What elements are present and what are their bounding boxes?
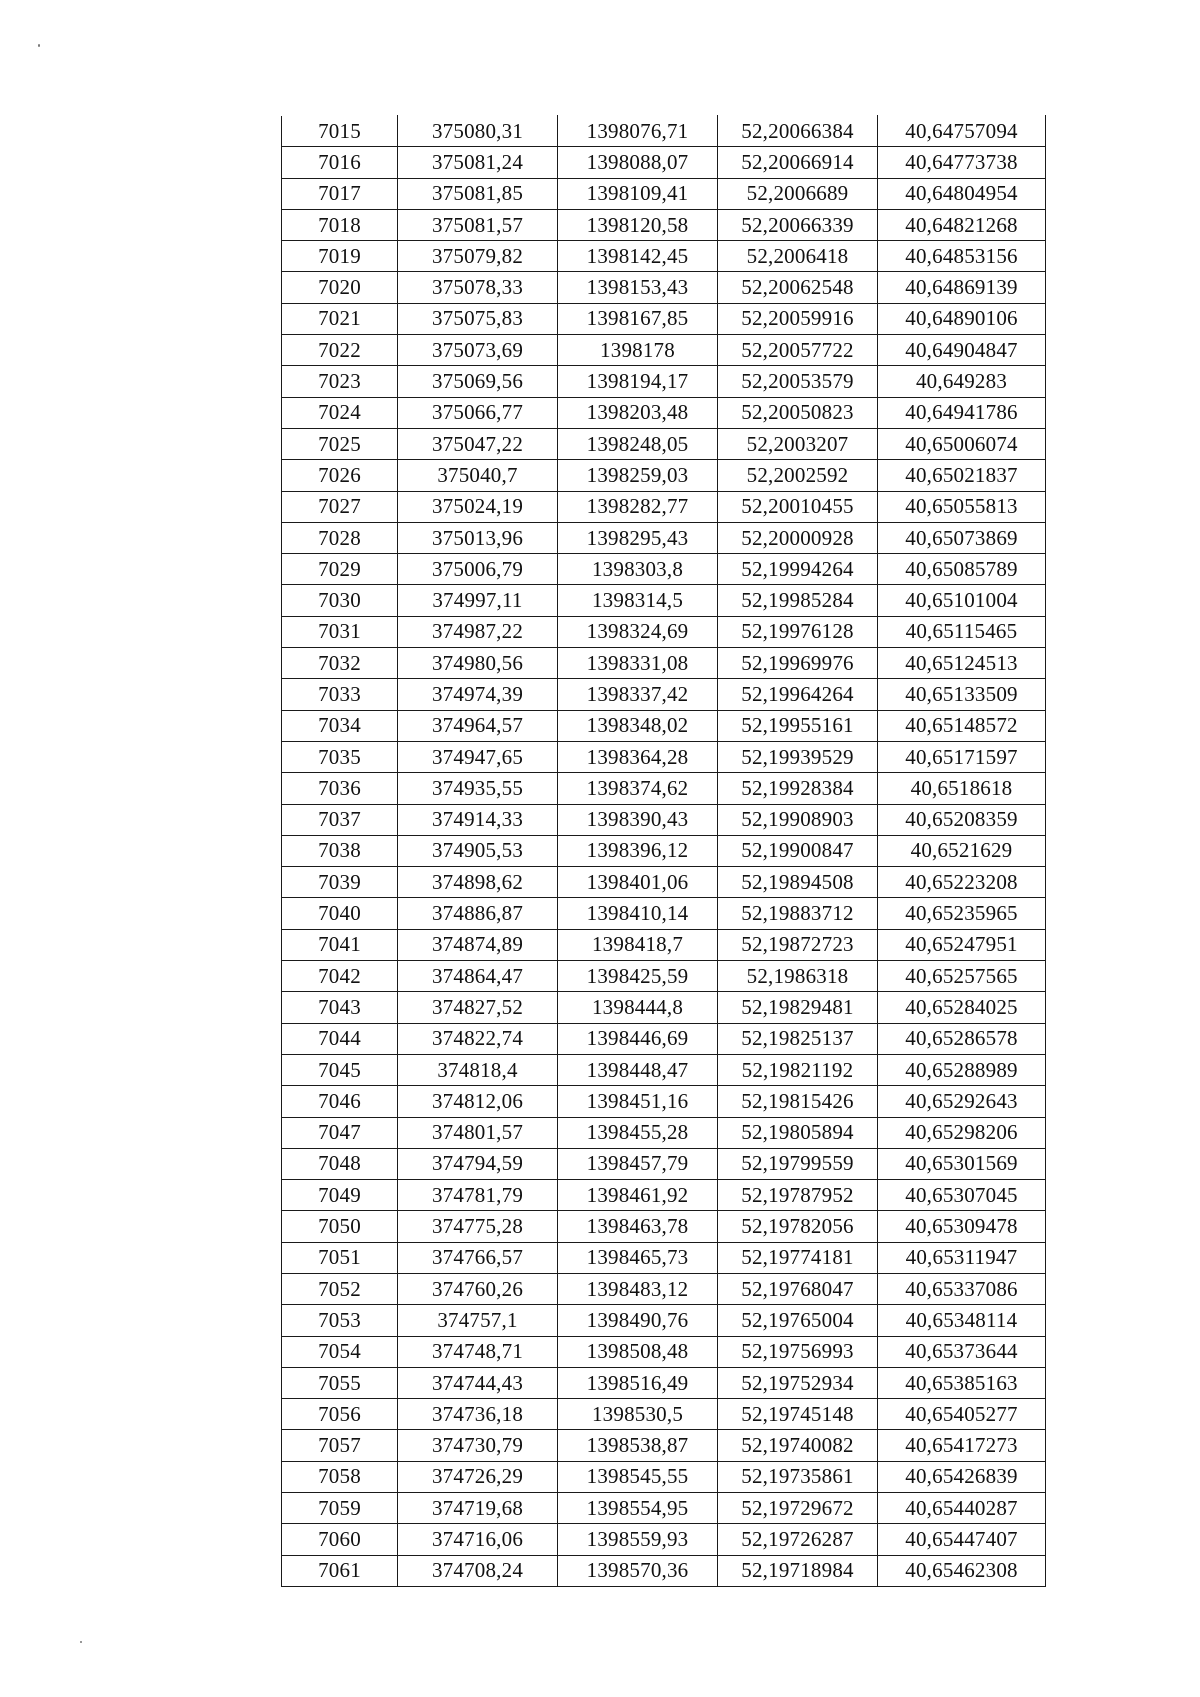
x-coordinate-cell: 374744,43 bbox=[398, 1367, 558, 1398]
longitude-cell: 40,65223208 bbox=[878, 867, 1046, 898]
point-number-cell: 7038 bbox=[282, 835, 398, 866]
latitude-cell: 52,19985284 bbox=[718, 585, 878, 616]
latitude-cell: 52,20066384 bbox=[718, 116, 878, 147]
latitude-cell: 52,19799559 bbox=[718, 1148, 878, 1179]
longitude-cell: 40,65373644 bbox=[878, 1336, 1046, 1367]
table-row bbox=[282, 1305, 1046, 1336]
longitude-cell: 40,65288989 bbox=[878, 1054, 1046, 1085]
longitude-cell: 40,64804954 bbox=[878, 178, 1046, 209]
y-coordinate-cell: 1398194,17 bbox=[558, 366, 718, 397]
point-number-cell: 7049 bbox=[282, 1180, 398, 1211]
point-number-cell: 7054 bbox=[282, 1336, 398, 1367]
point-number-cell: 7040 bbox=[282, 898, 398, 929]
point-number-cell: 7052 bbox=[282, 1273, 398, 1304]
point-number-cell: 7047 bbox=[282, 1117, 398, 1148]
x-coordinate-cell: 375024,19 bbox=[398, 491, 558, 522]
point-number-cell: 7032 bbox=[282, 648, 398, 679]
x-coordinate-cell: 375081,24 bbox=[398, 147, 558, 178]
x-coordinate-cell: 375040,7 bbox=[398, 460, 558, 491]
longitude-cell: 40,64821268 bbox=[878, 209, 1046, 240]
table-row bbox=[282, 554, 1046, 585]
table-row bbox=[282, 898, 1046, 929]
latitude-cell: 52,20062548 bbox=[718, 272, 878, 303]
longitude-cell: 40,65006074 bbox=[878, 428, 1046, 459]
x-coordinate-cell: 374730,79 bbox=[398, 1430, 558, 1461]
x-coordinate-cell: 374794,59 bbox=[398, 1148, 558, 1179]
point-number-cell: 7024 bbox=[282, 397, 398, 428]
table-row bbox=[282, 209, 1046, 240]
table-row bbox=[282, 773, 1046, 804]
y-coordinate-cell: 1398259,03 bbox=[558, 460, 718, 491]
x-coordinate-cell: 374914,33 bbox=[398, 804, 558, 835]
x-coordinate-cell: 375073,69 bbox=[398, 335, 558, 366]
coordinates-table bbox=[281, 115, 1046, 1587]
point-number-cell: 7030 bbox=[282, 585, 398, 616]
latitude-cell: 52,2006418 bbox=[718, 241, 878, 272]
point-number-cell: 7041 bbox=[282, 929, 398, 960]
y-coordinate-cell: 1398324,69 bbox=[558, 616, 718, 647]
latitude-cell: 52,20000928 bbox=[718, 522, 878, 553]
table-row bbox=[282, 147, 1046, 178]
longitude-cell: 40,65462308 bbox=[878, 1555, 1046, 1586]
y-coordinate-cell: 1398446,69 bbox=[558, 1023, 718, 1054]
x-coordinate-cell: 374886,87 bbox=[398, 898, 558, 929]
longitude-cell: 40,64757094 bbox=[878, 116, 1046, 147]
y-coordinate-cell: 1398303,8 bbox=[558, 554, 718, 585]
y-coordinate-cell: 1398401,06 bbox=[558, 867, 718, 898]
y-coordinate-cell: 1398418,7 bbox=[558, 929, 718, 960]
y-coordinate-cell: 1398538,87 bbox=[558, 1430, 718, 1461]
longitude-cell: 40,64853156 bbox=[878, 241, 1046, 272]
longitude-cell: 40,65307045 bbox=[878, 1180, 1046, 1211]
y-coordinate-cell: 1398348,02 bbox=[558, 710, 718, 741]
table-row bbox=[282, 741, 1046, 772]
longitude-cell: 40,65440287 bbox=[878, 1493, 1046, 1524]
y-coordinate-cell: 1398364,28 bbox=[558, 741, 718, 772]
point-number-cell: 7034 bbox=[282, 710, 398, 741]
point-number-cell: 7021 bbox=[282, 303, 398, 334]
y-coordinate-cell: 1398282,77 bbox=[558, 491, 718, 522]
longitude-cell: 40,65417273 bbox=[878, 1430, 1046, 1461]
longitude-cell: 40,65286578 bbox=[878, 1023, 1046, 1054]
longitude-cell: 40,65055813 bbox=[878, 491, 1046, 522]
latitude-cell: 52,19768047 bbox=[718, 1273, 878, 1304]
x-coordinate-cell: 374801,57 bbox=[398, 1117, 558, 1148]
x-coordinate-cell: 374775,28 bbox=[398, 1211, 558, 1242]
longitude-cell: 40,65385163 bbox=[878, 1367, 1046, 1398]
y-coordinate-cell: 1398076,71 bbox=[558, 116, 718, 147]
latitude-cell: 52,19782056 bbox=[718, 1211, 878, 1242]
longitude-cell: 40,65021837 bbox=[878, 460, 1046, 491]
y-coordinate-cell: 1398463,78 bbox=[558, 1211, 718, 1242]
longitude-cell: 40,64869139 bbox=[878, 272, 1046, 303]
latitude-cell: 52,2006689 bbox=[718, 178, 878, 209]
latitude-cell: 52,19908903 bbox=[718, 804, 878, 835]
x-coordinate-cell: 374726,29 bbox=[398, 1461, 558, 1492]
longitude-cell: 40,6521629 bbox=[878, 835, 1046, 866]
table-row bbox=[282, 648, 1046, 679]
x-coordinate-cell: 374874,89 bbox=[398, 929, 558, 960]
y-coordinate-cell: 1398396,12 bbox=[558, 835, 718, 866]
y-coordinate-cell: 1398374,62 bbox=[558, 773, 718, 804]
longitude-cell: 40,65301569 bbox=[878, 1148, 1046, 1179]
y-coordinate-cell: 1398203,48 bbox=[558, 397, 718, 428]
y-coordinate-cell: 1398295,43 bbox=[558, 522, 718, 553]
y-coordinate-cell: 1398120,58 bbox=[558, 209, 718, 240]
table-row bbox=[282, 178, 1046, 209]
longitude-cell: 40,65426839 bbox=[878, 1461, 1046, 1492]
point-number-cell: 7028 bbox=[282, 522, 398, 553]
table-row bbox=[282, 1399, 1046, 1430]
point-number-cell: 7017 bbox=[282, 178, 398, 209]
latitude-cell: 52,19740082 bbox=[718, 1430, 878, 1461]
latitude-cell: 52,19964264 bbox=[718, 679, 878, 710]
x-coordinate-cell: 374997,11 bbox=[398, 585, 558, 616]
y-coordinate-cell: 1398554,95 bbox=[558, 1493, 718, 1524]
x-coordinate-cell: 374736,18 bbox=[398, 1399, 558, 1430]
point-number-cell: 7057 bbox=[282, 1430, 398, 1461]
longitude-cell: 40,64904847 bbox=[878, 335, 1046, 366]
longitude-cell: 40,65148572 bbox=[878, 710, 1046, 741]
point-number-cell: 7025 bbox=[282, 428, 398, 459]
longitude-cell: 40,649283 bbox=[878, 366, 1046, 397]
table-row bbox=[282, 1242, 1046, 1273]
point-number-cell: 7053 bbox=[282, 1305, 398, 1336]
point-number-cell: 7031 bbox=[282, 616, 398, 647]
y-coordinate-cell: 1398516,49 bbox=[558, 1367, 718, 1398]
point-number-cell: 7036 bbox=[282, 773, 398, 804]
y-coordinate-cell: 1398314,5 bbox=[558, 585, 718, 616]
latitude-cell: 52,20050823 bbox=[718, 397, 878, 428]
longitude-cell: 40,64941786 bbox=[878, 397, 1046, 428]
table-row bbox=[282, 867, 1046, 898]
longitude-cell: 40,65208359 bbox=[878, 804, 1046, 835]
y-coordinate-cell: 1398153,43 bbox=[558, 272, 718, 303]
table-row bbox=[282, 272, 1046, 303]
point-number-cell: 7039 bbox=[282, 867, 398, 898]
point-number-cell: 7016 bbox=[282, 147, 398, 178]
longitude-cell: 40,65284025 bbox=[878, 992, 1046, 1023]
point-number-cell: 7046 bbox=[282, 1086, 398, 1117]
table-row bbox=[282, 1555, 1046, 1586]
latitude-cell: 52,19729672 bbox=[718, 1493, 878, 1524]
table-row bbox=[282, 116, 1046, 147]
table-row bbox=[282, 491, 1046, 522]
latitude-cell: 52,20066339 bbox=[718, 209, 878, 240]
table-row bbox=[282, 992, 1046, 1023]
point-number-cell: 7059 bbox=[282, 1493, 398, 1524]
longitude-cell: 40,65405277 bbox=[878, 1399, 1046, 1430]
x-coordinate-cell: 374964,57 bbox=[398, 710, 558, 741]
longitude-cell: 40,65348114 bbox=[878, 1305, 1046, 1336]
longitude-cell: 40,65447407 bbox=[878, 1524, 1046, 1555]
table-row bbox=[282, 679, 1046, 710]
point-number-cell: 7022 bbox=[282, 335, 398, 366]
x-coordinate-cell: 374974,39 bbox=[398, 679, 558, 710]
x-coordinate-cell: 374935,55 bbox=[398, 773, 558, 804]
longitude-cell: 40,65247951 bbox=[878, 929, 1046, 960]
y-coordinate-cell: 1398444,8 bbox=[558, 992, 718, 1023]
point-number-cell: 7023 bbox=[282, 366, 398, 397]
latitude-cell: 52,19976128 bbox=[718, 616, 878, 647]
latitude-cell: 52,19955161 bbox=[718, 710, 878, 741]
point-number-cell: 7020 bbox=[282, 272, 398, 303]
x-coordinate-cell: 374818,4 bbox=[398, 1054, 558, 1085]
latitude-cell: 52,19752934 bbox=[718, 1367, 878, 1398]
longitude-cell: 40,65257565 bbox=[878, 961, 1046, 992]
table-row bbox=[282, 335, 1046, 366]
longitude-cell: 40,65115465 bbox=[878, 616, 1046, 647]
x-coordinate-cell: 374822,74 bbox=[398, 1023, 558, 1054]
point-number-cell: 7026 bbox=[282, 460, 398, 491]
table-row bbox=[282, 1461, 1046, 1492]
y-coordinate-cell: 1398337,42 bbox=[558, 679, 718, 710]
x-coordinate-cell: 374748,71 bbox=[398, 1336, 558, 1367]
y-coordinate-cell: 1398178 bbox=[558, 335, 718, 366]
latitude-cell: 52,19900847 bbox=[718, 835, 878, 866]
point-number-cell: 7056 bbox=[282, 1399, 398, 1430]
table-row bbox=[282, 303, 1046, 334]
y-coordinate-cell: 1398451,16 bbox=[558, 1086, 718, 1117]
x-coordinate-cell: 375006,79 bbox=[398, 554, 558, 585]
longitude-cell: 40,65298206 bbox=[878, 1117, 1046, 1148]
point-number-cell: 7061 bbox=[282, 1555, 398, 1586]
latitude-cell: 52,19825137 bbox=[718, 1023, 878, 1054]
coordinates-table-body bbox=[282, 116, 1046, 1587]
point-number-cell: 7051 bbox=[282, 1242, 398, 1273]
x-coordinate-cell: 374757,1 bbox=[398, 1305, 558, 1336]
latitude-cell: 52,19774181 bbox=[718, 1242, 878, 1273]
y-coordinate-cell: 1398410,14 bbox=[558, 898, 718, 929]
point-number-cell: 7029 bbox=[282, 554, 398, 585]
point-number-cell: 7042 bbox=[282, 961, 398, 992]
x-coordinate-cell: 374716,06 bbox=[398, 1524, 558, 1555]
table-row bbox=[282, 1054, 1046, 1085]
x-coordinate-cell: 375080,31 bbox=[398, 116, 558, 147]
x-coordinate-cell: 374708,24 bbox=[398, 1555, 558, 1586]
table-row bbox=[282, 1367, 1046, 1398]
latitude-cell: 52,19726287 bbox=[718, 1524, 878, 1555]
x-coordinate-cell: 375081,85 bbox=[398, 178, 558, 209]
table-row bbox=[282, 804, 1046, 835]
y-coordinate-cell: 1398490,76 bbox=[558, 1305, 718, 1336]
x-coordinate-cell: 375066,77 bbox=[398, 397, 558, 428]
x-coordinate-cell: 374864,47 bbox=[398, 961, 558, 992]
point-number-cell: 7043 bbox=[282, 992, 398, 1023]
x-coordinate-cell: 374905,53 bbox=[398, 835, 558, 866]
x-coordinate-cell: 375069,56 bbox=[398, 366, 558, 397]
point-number-cell: 7058 bbox=[282, 1461, 398, 1492]
latitude-cell: 52,19735861 bbox=[718, 1461, 878, 1492]
point-number-cell: 7048 bbox=[282, 1148, 398, 1179]
x-coordinate-cell: 374760,26 bbox=[398, 1273, 558, 1304]
table-row bbox=[282, 1086, 1046, 1117]
longitude-cell: 40,65171597 bbox=[878, 741, 1046, 772]
table-row bbox=[282, 1493, 1046, 1524]
table-row bbox=[282, 1211, 1046, 1242]
y-coordinate-cell: 1398530,5 bbox=[558, 1399, 718, 1430]
longitude-cell: 40,65309478 bbox=[878, 1211, 1046, 1242]
latitude-cell: 52,19718984 bbox=[718, 1555, 878, 1586]
scan-speck bbox=[80, 1641, 82, 1643]
x-coordinate-cell: 374827,52 bbox=[398, 992, 558, 1023]
table-row bbox=[282, 1148, 1046, 1179]
table-row bbox=[282, 1117, 1046, 1148]
latitude-cell: 52,19765004 bbox=[718, 1305, 878, 1336]
latitude-cell: 52,19821192 bbox=[718, 1054, 878, 1085]
latitude-cell: 52,19787952 bbox=[718, 1180, 878, 1211]
x-coordinate-cell: 374781,79 bbox=[398, 1180, 558, 1211]
point-number-cell: 7018 bbox=[282, 209, 398, 240]
latitude-cell: 52,2003207 bbox=[718, 428, 878, 459]
x-coordinate-cell: 375075,83 bbox=[398, 303, 558, 334]
latitude-cell: 52,19805894 bbox=[718, 1117, 878, 1148]
latitude-cell: 52,19815426 bbox=[718, 1086, 878, 1117]
table-row bbox=[282, 616, 1046, 647]
x-coordinate-cell: 374987,22 bbox=[398, 616, 558, 647]
y-coordinate-cell: 1398508,48 bbox=[558, 1336, 718, 1367]
table-row bbox=[282, 1023, 1046, 1054]
y-coordinate-cell: 1398248,05 bbox=[558, 428, 718, 459]
point-number-cell: 7015 bbox=[282, 116, 398, 147]
x-coordinate-cell: 375013,96 bbox=[398, 522, 558, 553]
table-row bbox=[282, 460, 1046, 491]
latitude-cell: 52,20057722 bbox=[718, 335, 878, 366]
y-coordinate-cell: 1398109,41 bbox=[558, 178, 718, 209]
x-coordinate-cell: 374898,62 bbox=[398, 867, 558, 898]
x-coordinate-cell: 374719,68 bbox=[398, 1493, 558, 1524]
table-row bbox=[282, 428, 1046, 459]
table-row bbox=[282, 1336, 1046, 1367]
latitude-cell: 52,19969976 bbox=[718, 648, 878, 679]
y-coordinate-cell: 1398448,47 bbox=[558, 1054, 718, 1085]
latitude-cell: 52,20053579 bbox=[718, 366, 878, 397]
longitude-cell: 40,65235965 bbox=[878, 898, 1046, 929]
longitude-cell: 40,65124513 bbox=[878, 648, 1046, 679]
longitude-cell: 40,65133509 bbox=[878, 679, 1046, 710]
table-row bbox=[282, 1524, 1046, 1555]
longitude-cell: 40,65085789 bbox=[878, 554, 1046, 585]
y-coordinate-cell: 1398088,07 bbox=[558, 147, 718, 178]
x-coordinate-cell: 374980,56 bbox=[398, 648, 558, 679]
x-coordinate-cell: 374947,65 bbox=[398, 741, 558, 772]
table-row bbox=[282, 1273, 1046, 1304]
table-row bbox=[282, 929, 1046, 960]
point-number-cell: 7045 bbox=[282, 1054, 398, 1085]
table-row bbox=[282, 366, 1046, 397]
x-coordinate-cell: 374812,06 bbox=[398, 1086, 558, 1117]
latitude-cell: 52,19883712 bbox=[718, 898, 878, 929]
point-number-cell: 7027 bbox=[282, 491, 398, 522]
point-number-cell: 7044 bbox=[282, 1023, 398, 1054]
latitude-cell: 52,20066914 bbox=[718, 147, 878, 178]
longitude-cell: 40,65292643 bbox=[878, 1086, 1046, 1117]
longitude-cell: 40,6518618 bbox=[878, 773, 1046, 804]
y-coordinate-cell: 1398461,92 bbox=[558, 1180, 718, 1211]
x-coordinate-cell: 374766,57 bbox=[398, 1242, 558, 1273]
latitude-cell: 52,19939529 bbox=[718, 741, 878, 772]
y-coordinate-cell: 1398390,43 bbox=[558, 804, 718, 835]
y-coordinate-cell: 1398570,36 bbox=[558, 1555, 718, 1586]
longitude-cell: 40,65073869 bbox=[878, 522, 1046, 553]
longitude-cell: 40,64890106 bbox=[878, 303, 1046, 334]
x-coordinate-cell: 375078,33 bbox=[398, 272, 558, 303]
point-number-cell: 7035 bbox=[282, 741, 398, 772]
table-row bbox=[282, 241, 1046, 272]
point-number-cell: 7019 bbox=[282, 241, 398, 272]
y-coordinate-cell: 1398425,59 bbox=[558, 961, 718, 992]
table-row bbox=[282, 1180, 1046, 1211]
table-row bbox=[282, 585, 1046, 616]
y-coordinate-cell: 1398457,79 bbox=[558, 1148, 718, 1179]
y-coordinate-cell: 1398545,55 bbox=[558, 1461, 718, 1492]
longitude-cell: 40,64773738 bbox=[878, 147, 1046, 178]
y-coordinate-cell: 1398167,85 bbox=[558, 303, 718, 334]
latitude-cell: 52,19756993 bbox=[718, 1336, 878, 1367]
longitude-cell: 40,65337086 bbox=[878, 1273, 1046, 1304]
longitude-cell: 40,65101004 bbox=[878, 585, 1046, 616]
table-row bbox=[282, 710, 1046, 741]
latitude-cell: 52,19928384 bbox=[718, 773, 878, 804]
latitude-cell: 52,19894508 bbox=[718, 867, 878, 898]
point-number-cell: 7033 bbox=[282, 679, 398, 710]
y-coordinate-cell: 1398483,12 bbox=[558, 1273, 718, 1304]
scan-speck bbox=[38, 44, 40, 47]
latitude-cell: 52,19872723 bbox=[718, 929, 878, 960]
table-row bbox=[282, 1430, 1046, 1461]
latitude-cell: 52,1986318 bbox=[718, 961, 878, 992]
latitude-cell: 52,20059916 bbox=[718, 303, 878, 334]
point-number-cell: 7037 bbox=[282, 804, 398, 835]
table-row bbox=[282, 397, 1046, 428]
latitude-cell: 52,19829481 bbox=[718, 992, 878, 1023]
point-number-cell: 7060 bbox=[282, 1524, 398, 1555]
latitude-cell: 52,2002592 bbox=[718, 460, 878, 491]
x-coordinate-cell: 375081,57 bbox=[398, 209, 558, 240]
y-coordinate-cell: 1398142,45 bbox=[558, 241, 718, 272]
longitude-cell: 40,65311947 bbox=[878, 1242, 1046, 1273]
x-coordinate-cell: 375079,82 bbox=[398, 241, 558, 272]
table-row bbox=[282, 522, 1046, 553]
y-coordinate-cell: 1398465,73 bbox=[558, 1242, 718, 1273]
latitude-cell: 52,19994264 bbox=[718, 554, 878, 585]
x-coordinate-cell: 375047,22 bbox=[398, 428, 558, 459]
y-coordinate-cell: 1398455,28 bbox=[558, 1117, 718, 1148]
y-coordinate-cell: 1398331,08 bbox=[558, 648, 718, 679]
latitude-cell: 52,19745148 bbox=[718, 1399, 878, 1430]
point-number-cell: 7055 bbox=[282, 1367, 398, 1398]
table-row bbox=[282, 835, 1046, 866]
y-coordinate-cell: 1398559,93 bbox=[558, 1524, 718, 1555]
point-number-cell: 7050 bbox=[282, 1211, 398, 1242]
table-row bbox=[282, 961, 1046, 992]
latitude-cell: 52,20010455 bbox=[718, 491, 878, 522]
